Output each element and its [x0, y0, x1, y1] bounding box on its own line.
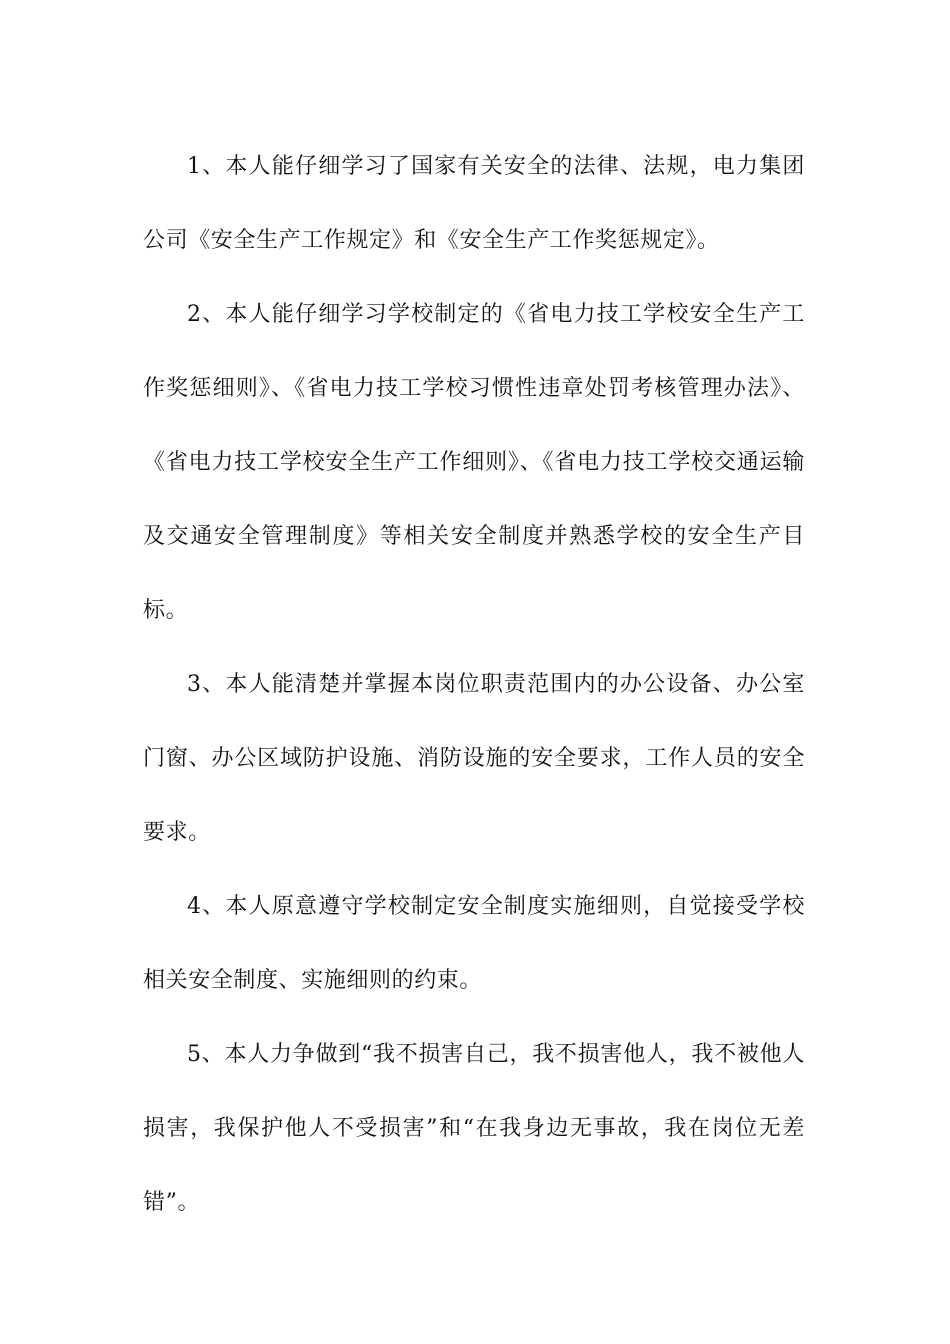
paragraph-1: 1、本人能仔细学习了国家有关安全的法律、法规，电力集团公司《安全生产工作规定》和《安全生产工作奖惩规定》。: [143, 154, 805, 253]
paragraph-4: 4、本人原意遵守学校制定安全制度实施细则，自觉接受学校相关安全制度、实施细则的约束。: [143, 894, 805, 993]
document-body: [143, 130, 805, 1240]
paragraph-2: 2、本人能仔细学习学校制定的《省电力技工学校安全生产工作奖惩细则》、《省电力技工学校习惯性违章处罚考核管理办法》、《省电力技工学校安全生产工作细则》、《省电力技工学校交通运输及交通安全管理制度》等相关安全制度并熟悉学校的安全生产目标。: [143, 302, 805, 623]
paragraph-3: 3、本人能清楚并掌握本岗位职责范围内的办公设备、办公室门窗、办公区域防护设施、消防设施的安全要求，工作人员的安全要求。: [143, 672, 805, 845]
paragraph-5: 5、本人力争做到“我不损害自己，我不损害他人，我不被他人损害，我保护他人不受损害”和“在我身边无事故，我在岗位无差错”。: [143, 1042, 805, 1215]
